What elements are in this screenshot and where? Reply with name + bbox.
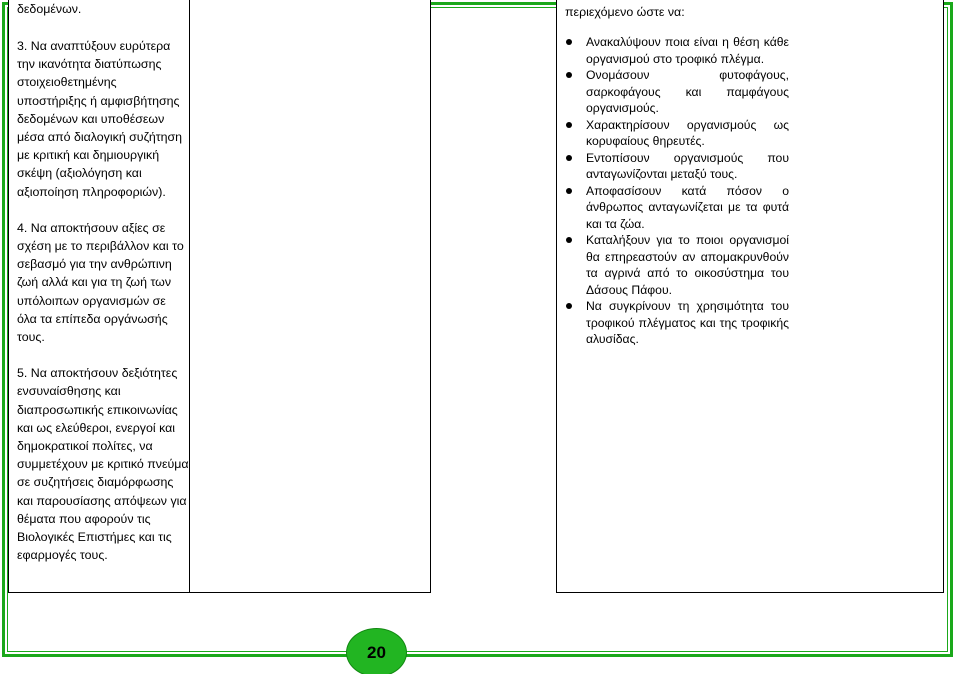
bullet-icon [566, 303, 572, 309]
list-item [557, 183, 818, 233]
bullet-icon [566, 188, 572, 194]
objectives-text [17, 0, 189, 582]
bullet-icon [566, 122, 572, 128]
list-item [557, 34, 818, 67]
list-item [557, 298, 818, 348]
empty-column [189, 0, 431, 593]
objectives-column [8, 0, 190, 593]
objective-4: 4. Να αποκτήσουν αξίες σε σχέση με το περιβάλλον και το σεβασμό για την ανθρώπινη ζωή αλλά και για τη ζωή των υπόλοιπων οργανισμών σε όλα τα επίπεδα οργάνωσής τους. [17, 220, 184, 345]
list-item-text: Χαρακτηρίσουν οργανισμούς ως κορυφαίους θηρευτές. [586, 117, 789, 148]
list-item [557, 232, 818, 298]
list-item-text: Ονομάσουν φυτοφάγους, σαρκοφάγους και παμφάγους οργανισμούς. [586, 68, 789, 115]
activities-intro: περιεχόμενο ώστε να: [565, 5, 685, 19]
bullet-icon [566, 155, 572, 161]
activities-column [556, 0, 944, 593]
activities-list [557, 34, 937, 348]
objective-tail: δεδομένων. [17, 2, 82, 16]
list-item-text: Αποφασίσουν κατά πόσον ο άνθρωπος ανταγωνίζεται με τα φυτά και τα ζώα. [586, 183, 789, 231]
list-item-text: Καταλήξουν για το ποιοι οργανισμοί θα επηρεαστούν αν απομακρυνθούν τα αγρινά από το οικοσύστημα του Δάσους Πάφου. [586, 233, 789, 297]
list-item [557, 150, 818, 183]
bullet-icon [566, 72, 572, 78]
list-item [557, 117, 818, 150]
list-item-text: Ανακαλύψουν ποια είναι η θέση κάθε οργανισμού στο τροφικό πλέγμα. [586, 35, 789, 66]
bullet-icon [566, 39, 572, 45]
list-item-text: Να συγκρίνουν τη χρησιμότητα του τροφικού πλέγματος και της τροφικής αλυσίδας. [586, 299, 789, 346]
objective-5: 5. Να αποκτήσουν δεξιότητες ενσυναίσθησης και διαπροσωπικής επικοινωνίας και ως ελεύθεροι, ενεργοί και δημοκρατικοί πολίτες, να συμμετέχουν με κριτικό πνεύμα σε συζητήσεις διαμόρφωσης και παρουσίασης απόψεων για θέματα που αφορούν τις Βιολογικές Επιστήμες και τις εφαρμογές τους. [17, 366, 189, 563]
bullet-icon [566, 237, 572, 243]
page-number: 20 [367, 642, 386, 662]
list-item-text: Εντοπίσουν οργανισμούς που ανταγωνίζονται μεταξύ τους. [586, 150, 789, 181]
list-item [557, 67, 818, 117]
page-number-badge [346, 628, 407, 674]
objective-3: 3. Να αναπτύξουν ευρύτερα την ικανότητα διατύπωσης στοιχειοθετημένης υποστήριξης ή αμφισβήτησης δεδομένων και υποθέσεων μέσα από διαλογική συζήτηση με κριτική και δημιουργική σκέψη (αξιολόγηση και αξιοποίηση πληροφοριών). [17, 39, 183, 199]
